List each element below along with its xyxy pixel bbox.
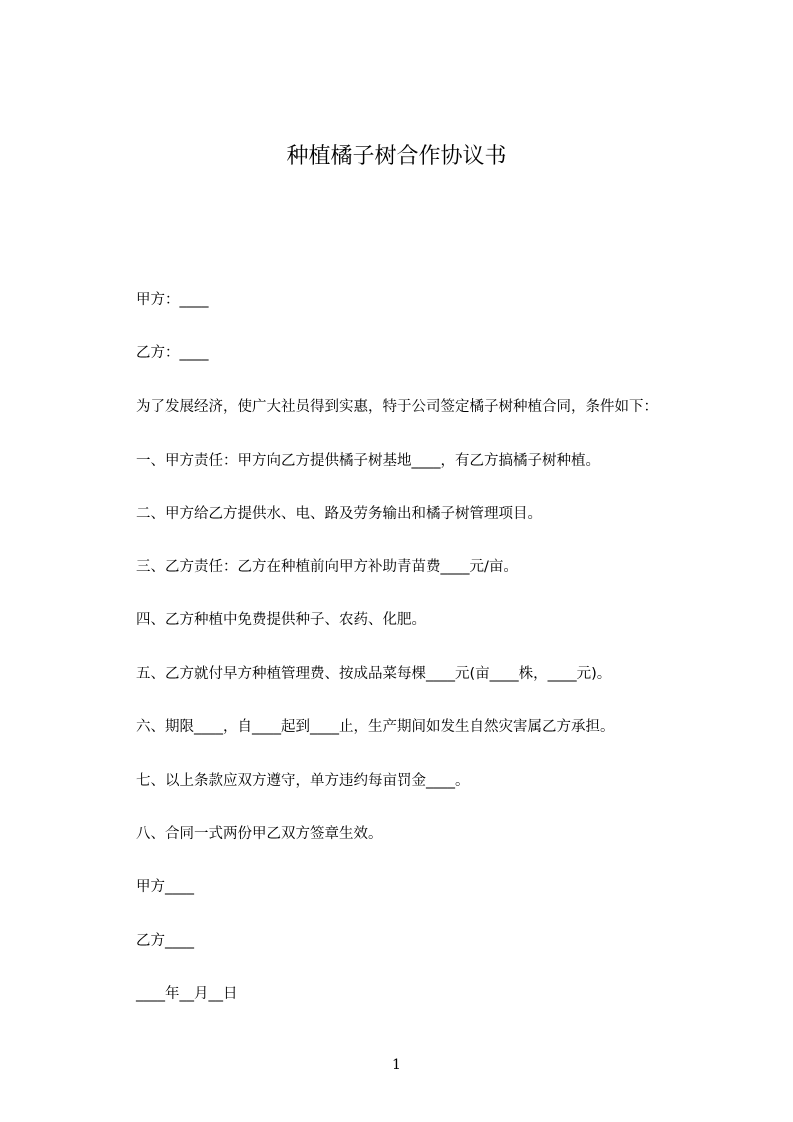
clause-8: 八、合同一式两份甲乙双方签章生效。 — [136, 826, 383, 842]
document-title: 种植橘子树合作协议书 — [286, 144, 507, 169]
party-b-signature: 乙方____ — [136, 933, 194, 949]
clause-7: 七、以上条款应双方遵守，单方违约每亩罚金____。 — [136, 773, 470, 789]
clause-1: 一、甲方责任：甲方向乙方提供橘子树基地____，有乙方搞橘子树种植。 — [136, 453, 600, 469]
party-a-signature: 甲方____ — [136, 879, 194, 895]
page-number: 1 — [392, 1057, 401, 1073]
clause-2: 二、甲方给乙方提供水、电、路及劳务输出和橘子树管理项目。 — [136, 506, 542, 522]
clause-4: 四、乙方种植中免费提供种子、农药、化肥。 — [136, 612, 426, 628]
preamble-paragraph: 为了发展经济，使广大社员得到实惠，特于公司签定橘子树种植合同，条件如下： — [136, 399, 658, 415]
clause-3: 三、乙方责任：乙方在种植前向甲方补助青苗费____元/亩。 — [136, 559, 518, 575]
party-b-line: 乙方：____ — [136, 345, 209, 361]
clause-6: 六、期限____，自____起到____止，生产期间如发生自然灾害属乙方承担。 — [136, 719, 615, 735]
clause-5: 五、乙方就付早方种植管理费、按成品菜每棵____元(亩____株，____元)。 — [136, 666, 612, 682]
date-line: ____年__月__日 — [136, 986, 238, 1002]
party-a-line: 甲方：____ — [136, 292, 209, 308]
